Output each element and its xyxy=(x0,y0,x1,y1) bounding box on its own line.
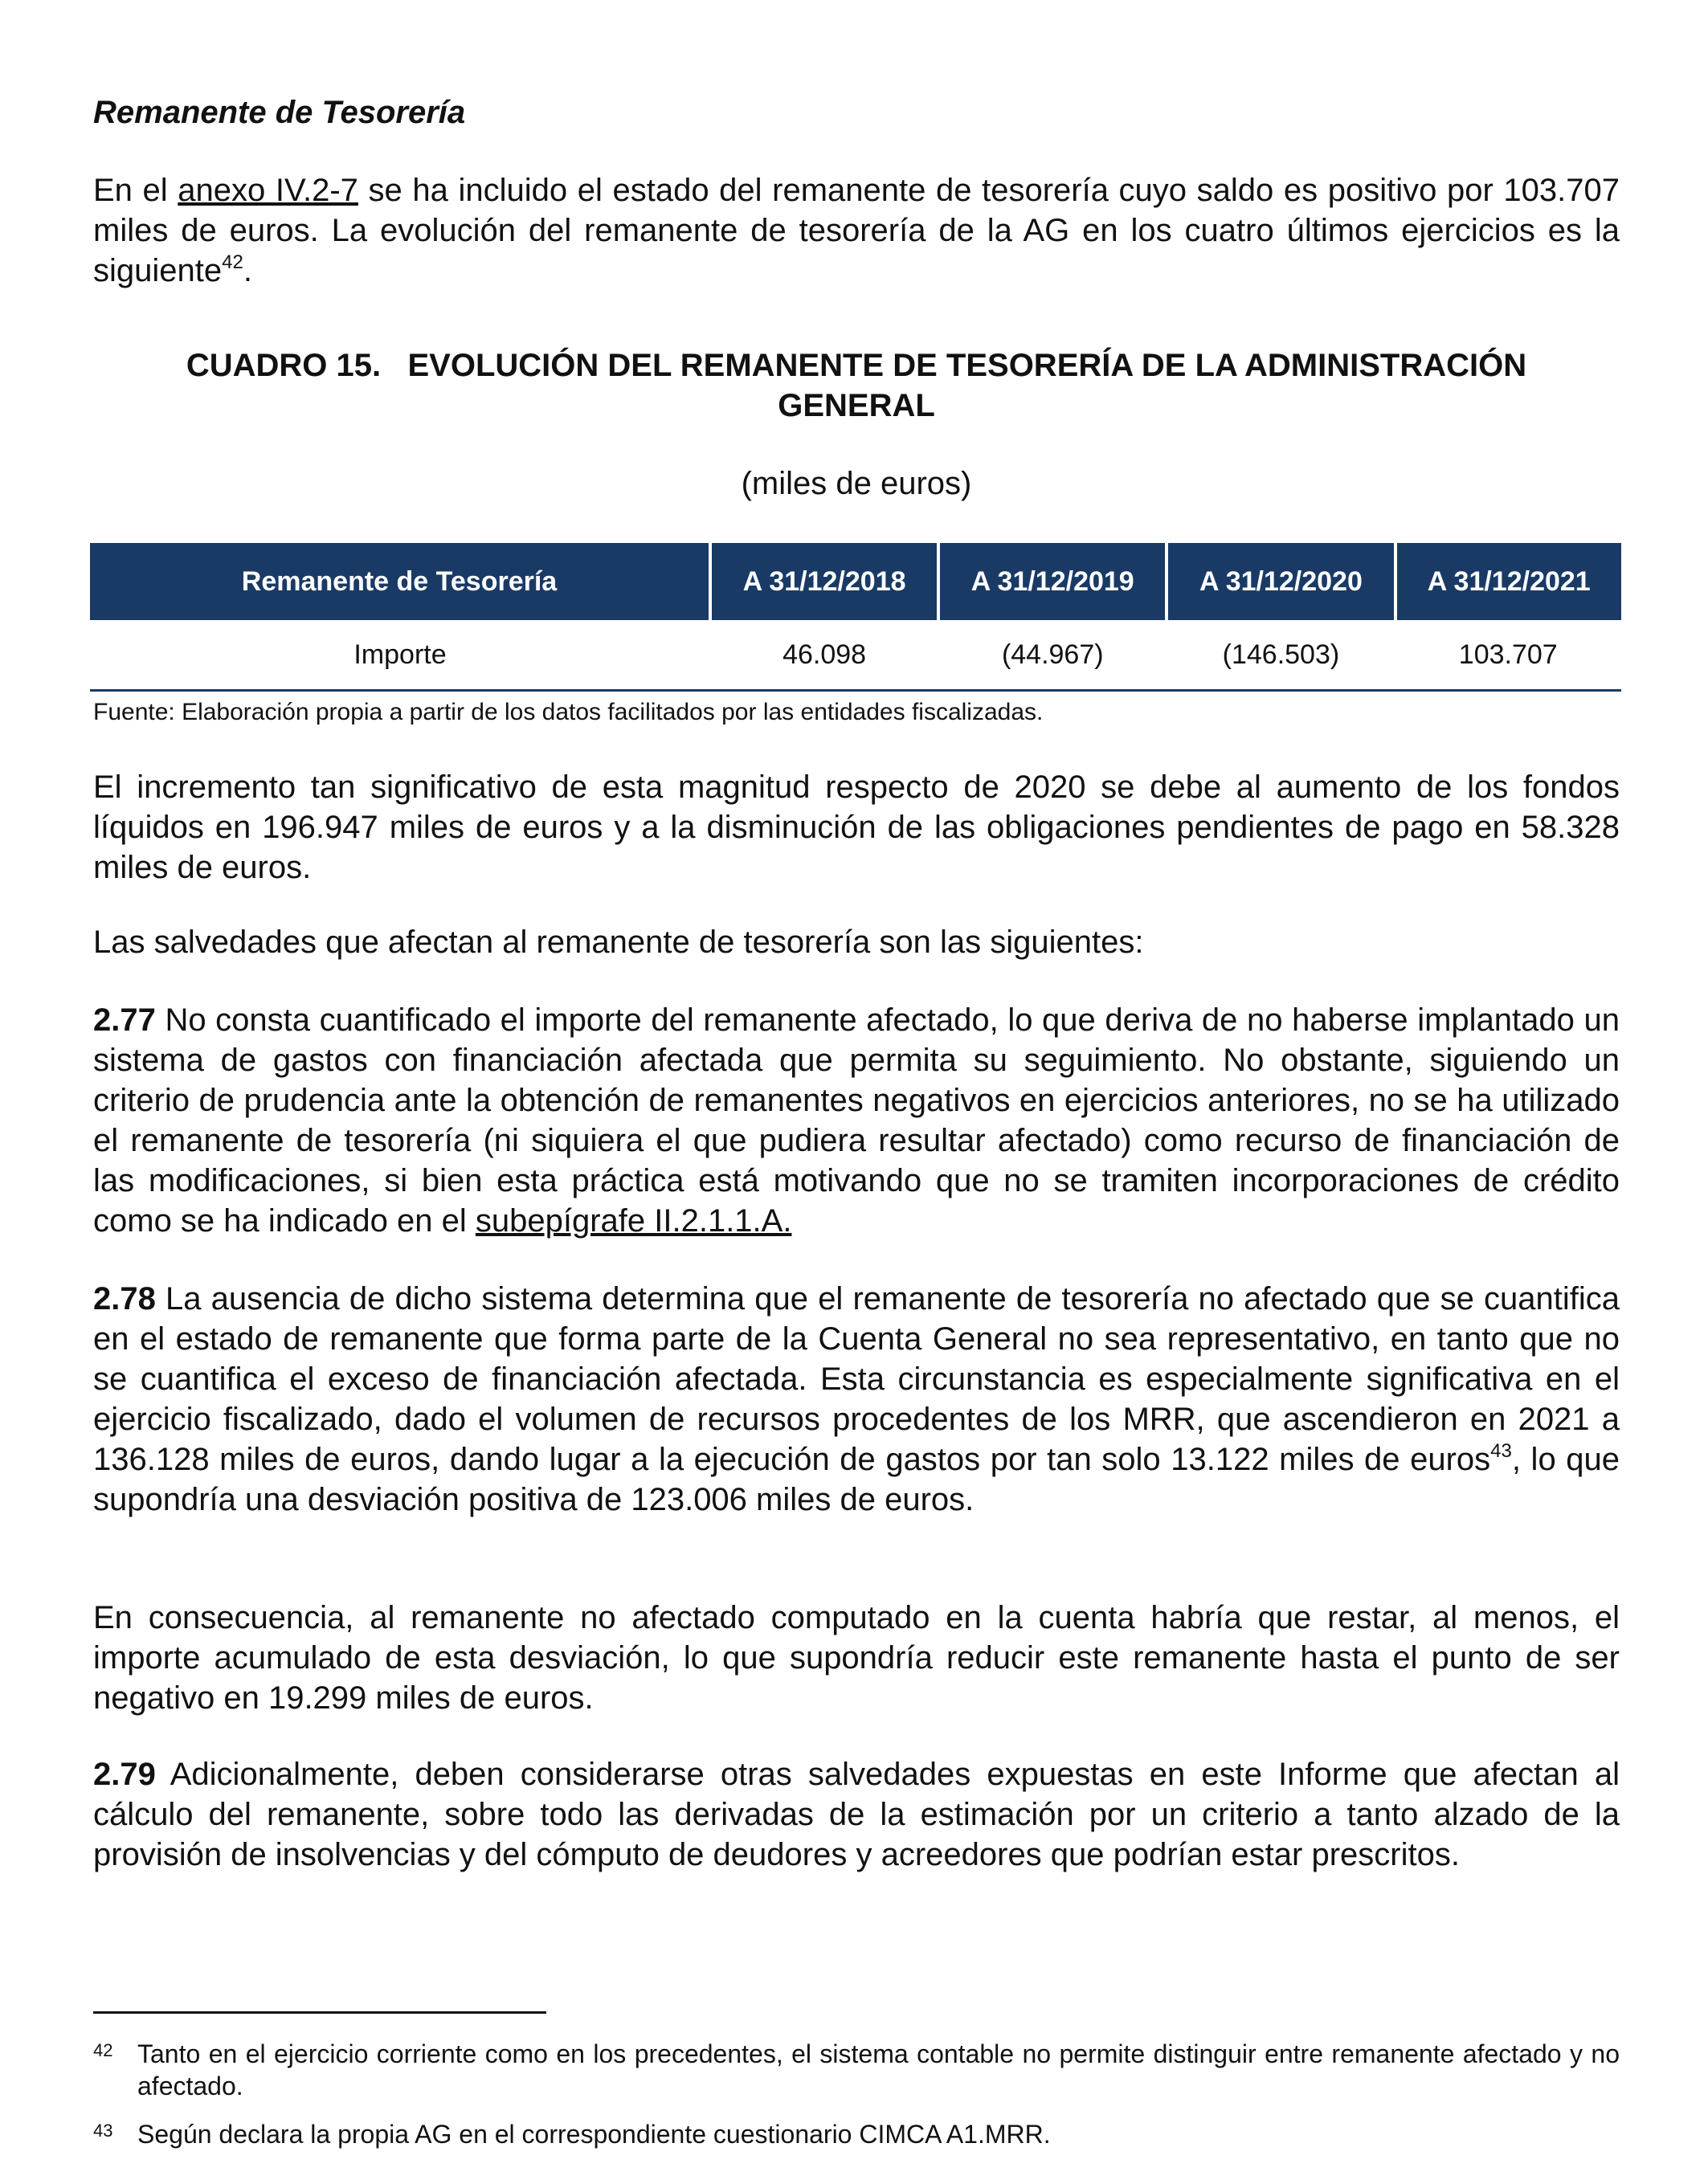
paragraph-2-78: 2.78 La ausencia de dicho sistema determina que el remanente de tesorería no afectado que se cuantifica en el estado de remanente que forma parte de la Cuenta General no sea representativo, en tanto que no se cuantifica el exceso de financiación afectada. Esta circunstancia es especialmente significativa en el ejercicio fiscalizado, dado el volumen de recursos procedentes de los MRR, que ascendieron en 2021 a 136.128 miles de euros, dando lugar a la ejecución de gastos por tan solo 13.122 miles de euros$^{43}$, lo que supondría una desviación positiva de 123.006 miles de euros. xyxy=(93,1281,1620,1517)
remanente-table xyxy=(90,543,1621,692)
paragraph-2-79: 2.79 Adicionalmente, deben considerarse otras salvedades expuestas en este Informe que afectan al cálculo del remanente, sobre todo las derivadas de la estimación por un criterio a tanto alzado de la provisión de insolvencias y del cómputo de deudores y acreedores que podrían estar prescritos. xyxy=(93,1757,1620,1872)
anexo-link[interactable]: anexo IV.2-7 xyxy=(178,173,358,208)
value-2021: 103.707 xyxy=(1395,620,1621,691)
intro-paragraph: En el anexo IV.2-7 se ha incluido el estado del remanente de tesorería cuyo saldo es positivo por 103.707 miles de euros. La evolución del remanente de tesorería de la AG en los cuatro últimos ejercicios es la siguiente$^{42}$. xyxy=(93,173,1620,288)
subepigrafe-link[interactable]: subepígrafe II.2.1.1.A. xyxy=(475,1203,792,1239)
footnote-text: Tanto en el ejercicio corriente como en los precedentes, el sistema contable no permite distinguir entre remanente afectado y no afectado. xyxy=(137,2039,1620,2100)
paragraph-number: 2.79 xyxy=(93,1757,156,1792)
paragraph-consecuencia: En consecuencia, al remanente no afectado computado en la cuenta habría que restar, al menos, el importe acumulado de esta desviación, lo que supondría reducir este remanente hasta el punto de ser negativo en 19.299 miles de euros. xyxy=(93,1600,1620,1716)
paragraph-number: 2.78 xyxy=(93,1281,156,1317)
paragraph-salvedades-intro: Las salvedades que afectan al remanente de tesorería son las siguientes: xyxy=(93,925,1144,960)
table-row xyxy=(90,620,1621,691)
table-header-row xyxy=(90,543,1621,620)
footnote-number: 42 xyxy=(93,2040,113,2060)
footnote-ref-42[interactable]: 42 xyxy=(222,251,243,273)
header-2020: A 31/12/2020 xyxy=(1167,543,1395,620)
row-label: Importe xyxy=(90,620,710,691)
footnote-ref-43[interactable]: 43 xyxy=(1490,1440,1512,1462)
header-2018: A 31/12/2018 xyxy=(710,543,938,620)
footnote-43 xyxy=(93,2118,1620,2150)
paragraph-increment: El incremento tan significativo de esta magnitud respecto de 2020 se debe al aumento de los fondos líquidos en 196.947 miles de euros y a la disminución de las obligaciones pendientes de pago en 58.328 miles de euros. xyxy=(93,770,1620,885)
header-concept: Remanente de Tesorería xyxy=(90,543,710,620)
footnote-number: 43 xyxy=(93,2121,113,2141)
header-2021: A 31/12/2021 xyxy=(1395,543,1621,620)
table-title: CUADRO 15. EVOLUCIÓN DEL REMANENTE DE TESORERÍA DE LA ADMINISTRACIÓN GENERAL xyxy=(186,348,1527,423)
value-2018: 46.098 xyxy=(710,620,938,691)
paragraph-2-77: 2.77 No consta cuantificado el importe del remanente afectado, lo que deriva de no haberse implantado un sistema de gastos con financiación afectada que permita su seguimiento. No obstante, siguiendo un criterio de prudencia ante la obtención de remanentes negativos en ejercicios anteriores, no se ha utilizado el remanente de tesorería (ni siquiera el que pudiera resultar afectado) como recurso de financiación de las modificaciones, si bien esta práctica está motivando que no se tramiten incorporaciones de crédito como se ha indicado en el subepígrafe II.2.1.1.A. xyxy=(93,1002,1620,1239)
table-units: (miles de euros) xyxy=(741,466,972,501)
paragraph-number: 2.77 xyxy=(93,1002,156,1038)
footnote-separator xyxy=(93,2011,546,2014)
value-2019: (44.967) xyxy=(938,620,1167,691)
section-heading: Remanente de Tesorería xyxy=(93,95,466,130)
footnote-text: Según declara la propia AG en el correspondiente cuestionario CIMCA A1.MRR. xyxy=(137,2120,1051,2149)
header-2019: A 31/12/2019 xyxy=(938,543,1167,620)
table-source: Fuente: Elaboración propia a partir de los datos facilitados por las entidades fiscalizadas. xyxy=(93,699,1044,725)
footnote-42 xyxy=(93,2038,1620,2102)
value-2020: (146.503) xyxy=(1167,620,1395,691)
